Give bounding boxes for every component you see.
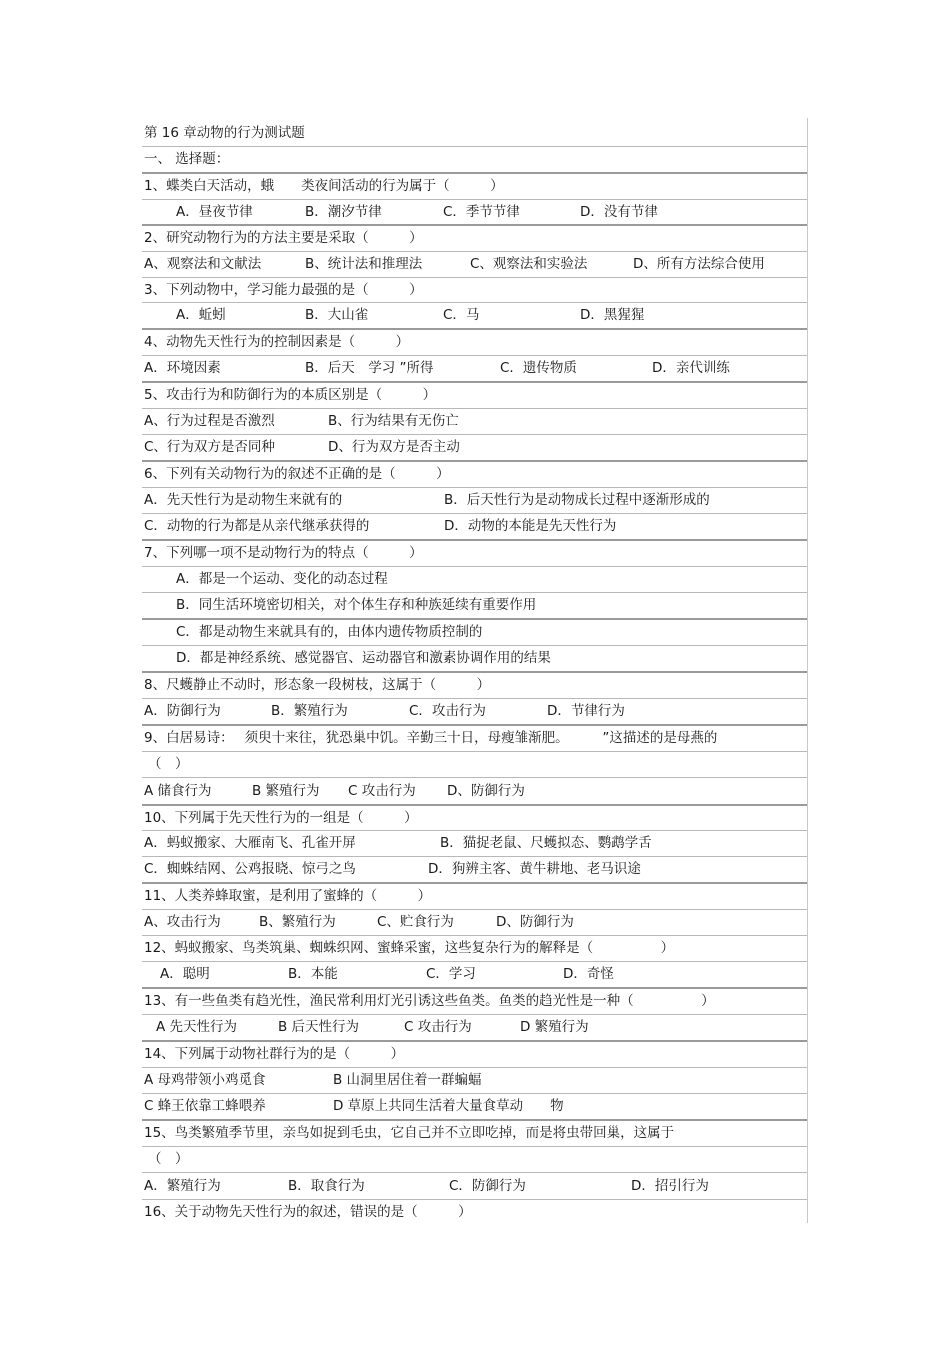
option-row <box>142 251 806 277</box>
question-stem: 11、人类养蜂取蜜，是利用了蜜蜂的（ ） <box>144 888 432 904</box>
option-row <box>142 961 806 987</box>
question-stem: 15、鸟类繁殖季节里，亲鸟如捉到毛虫，它自己并不立即吃掉，而是将虫带回巢，这属于 <box>144 1125 675 1141</box>
option: A．蚂蚁搬家、大雁南飞、孔雀开屏 <box>144 835 356 851</box>
option: D．都是神经系统、感觉器官、运动器官和激素协调作用的结果 <box>176 650 551 666</box>
option-row <box>142 856 806 882</box>
option: A．聪明 <box>160 966 210 982</box>
option: A．防御行为 <box>144 703 221 719</box>
option: C．都是动物生来就具有的，由体内遗传物质控制的 <box>176 624 483 640</box>
option: B、统计法和推理法 <box>305 256 423 272</box>
option: D．黑猩猩 <box>580 307 645 323</box>
option: C．攻击行为 <box>409 703 486 719</box>
option: D．没有节律 <box>580 204 658 220</box>
question-stem: 12、蚂蚁搬家、鸟类筑巢、蜘蛛织网、蜜蜂采蜜，这些复杂行为的解释是（ ） <box>144 940 675 956</box>
option: C 攻击行为 <box>404 1019 472 1035</box>
option: B、繁殖行为 <box>259 914 336 930</box>
question-stem: 7、下列哪一项不是动物行为的特点（ ） <box>144 545 423 561</box>
question-stem-continued: （ ） <box>148 1151 189 1167</box>
option: C 蜂王依靠工蜂喂养 <box>144 1098 266 1114</box>
option: B 山洞里居住着一群蝙蝠 <box>333 1072 482 1088</box>
option: B、行为结果有无伤亡 <box>328 413 459 429</box>
option: C．学习 <box>426 966 476 982</box>
option-row <box>142 698 806 724</box>
question-stem: 1、蝶类白天活动，蛾 类夜间活动的行为属于（ ） <box>144 178 504 194</box>
option-row <box>142 199 806 225</box>
option: B．大山雀 <box>305 307 369 323</box>
option: B．潮汐节律 <box>305 204 382 220</box>
option: D、防御行为 <box>496 914 574 930</box>
option: C、行为双方是否同种 <box>144 439 275 455</box>
option: D、行为双方是否主动 <box>328 439 460 455</box>
option: C．蜘蛛结网、公鸡报晓、惊弓之鸟 <box>144 861 356 877</box>
option: D．招引行为 <box>631 1178 709 1194</box>
page-title: 第 16 章动物的行为测试题 <box>144 125 305 141</box>
option: D．狗辨主客、黄牛耕地、老马识途 <box>428 861 641 877</box>
option: C．马 <box>443 307 480 323</box>
option: A 母鸡带领小鸡觅食 <box>144 1072 266 1088</box>
option: B．后天性行为是动物成长过程中逐渐形成的 <box>444 492 710 508</box>
option-row <box>142 513 806 539</box>
option: C．防御行为 <box>449 1178 526 1194</box>
option: A．蚯蚓 <box>176 307 226 323</box>
option: C．动物的行为都是从亲代继承获得的 <box>144 518 370 534</box>
option-row <box>142 408 806 434</box>
option: B 繁殖行为 <box>252 783 320 799</box>
option: A、行为过程是否激烈 <box>144 413 275 429</box>
section-heading: 一、 选择题： <box>144 151 230 167</box>
option: B．繁殖行为 <box>271 703 348 719</box>
question-stem: 14、下列属于动物社群行为的是（ ） <box>144 1046 405 1062</box>
option-row <box>142 1093 806 1119</box>
option: C．季节节律 <box>443 204 520 220</box>
option-row <box>142 619 806 645</box>
option-row <box>142 1173 806 1199</box>
option: D．节律行为 <box>547 703 625 719</box>
option-row <box>142 592 806 618</box>
question-stem-continued: （ ） <box>148 756 189 772</box>
question-stem: 8、尺蠖静止不动时，形态象一段树枝，这属于（ ） <box>144 677 491 693</box>
option-row <box>142 1014 806 1040</box>
option: C、观察法和实验法 <box>470 256 588 272</box>
option: A．繁殖行为 <box>144 1178 221 1194</box>
option: D．亲代训练 <box>652 360 730 376</box>
option: A、观察法和文献法 <box>144 256 262 272</box>
option: D 繁殖行为 <box>520 1019 589 1035</box>
option-row <box>142 302 806 328</box>
question-stem: 6、下列有关动物行为的叙述不正确的是（ ） <box>144 466 450 482</box>
option: B 后天性行为 <box>278 1019 360 1035</box>
option: A．环境因素 <box>144 360 221 376</box>
option: B．后天 学习 ”所得 <box>305 360 434 376</box>
option-row <box>142 778 806 804</box>
option-row <box>142 434 806 460</box>
option: A 储食行为 <box>144 783 212 799</box>
option-row <box>142 645 806 671</box>
option: D．奇怪 <box>563 966 614 982</box>
option: C 攻击行为 <box>348 783 416 799</box>
option-row <box>142 355 806 381</box>
option-row <box>142 830 806 856</box>
option: D、所有方法综合使用 <box>633 256 765 272</box>
exam-sheet <box>142 118 808 1223</box>
question-stem: 9、白居易诗： 须臾十来往，犹恐巢中饥。辛勤三十日，母瘦雏渐肥。 ”这描述的是母燕的 <box>144 730 718 746</box>
question-stem: 3、下列动物中，学习能力最强的是（ ） <box>144 282 423 298</box>
option: A．都是一个运动、变化的动态过程 <box>176 571 388 587</box>
option: A、攻击行为 <box>144 914 221 930</box>
option: D．动物的本能是先天性行为 <box>444 518 617 534</box>
option: D、防御行为 <box>447 783 525 799</box>
option: C、贮食行为 <box>377 914 454 930</box>
option: A 先天性行为 <box>156 1019 238 1035</box>
question-stem: 2、研究动物行为的方法主要是采取（ ） <box>144 230 423 246</box>
option: D 草原上共同生活着大量食草动 物 <box>333 1098 564 1114</box>
option: C．遗传物质 <box>500 360 577 376</box>
option-row <box>142 566 806 592</box>
option-row <box>142 909 806 935</box>
question-stem: 16、关于动物先天性行为的叙述，错误的是（ ） <box>144 1204 472 1220</box>
option: B．同生活环境密切相关，对个体生存和种族延续有重要作用 <box>176 597 537 613</box>
option: B．取食行为 <box>288 1178 365 1194</box>
option: B．本能 <box>288 966 338 982</box>
option-row <box>142 487 806 513</box>
question-stem: 5、攻击行为和防御行为的本质区别是（ ） <box>144 387 437 403</box>
option-row <box>142 1067 806 1093</box>
option: A．先天性行为是动物生来就有的 <box>144 492 343 508</box>
question-stem: 10、下列属于先天性行为的一组是（ ） <box>144 810 418 826</box>
option: B．猫捉老鼠、尺蠖拟态、鹦鹉学舌 <box>440 835 652 851</box>
question-stem: 4、动物先天性行为的控制因素是（ ） <box>144 334 410 350</box>
option: A．昼夜节律 <box>176 204 253 220</box>
question-stem: 13、有一些鱼类有趋光性，渔民常利用灯光引诱这些鱼类。鱼类的趋光性是一种（ ） <box>144 993 715 1009</box>
